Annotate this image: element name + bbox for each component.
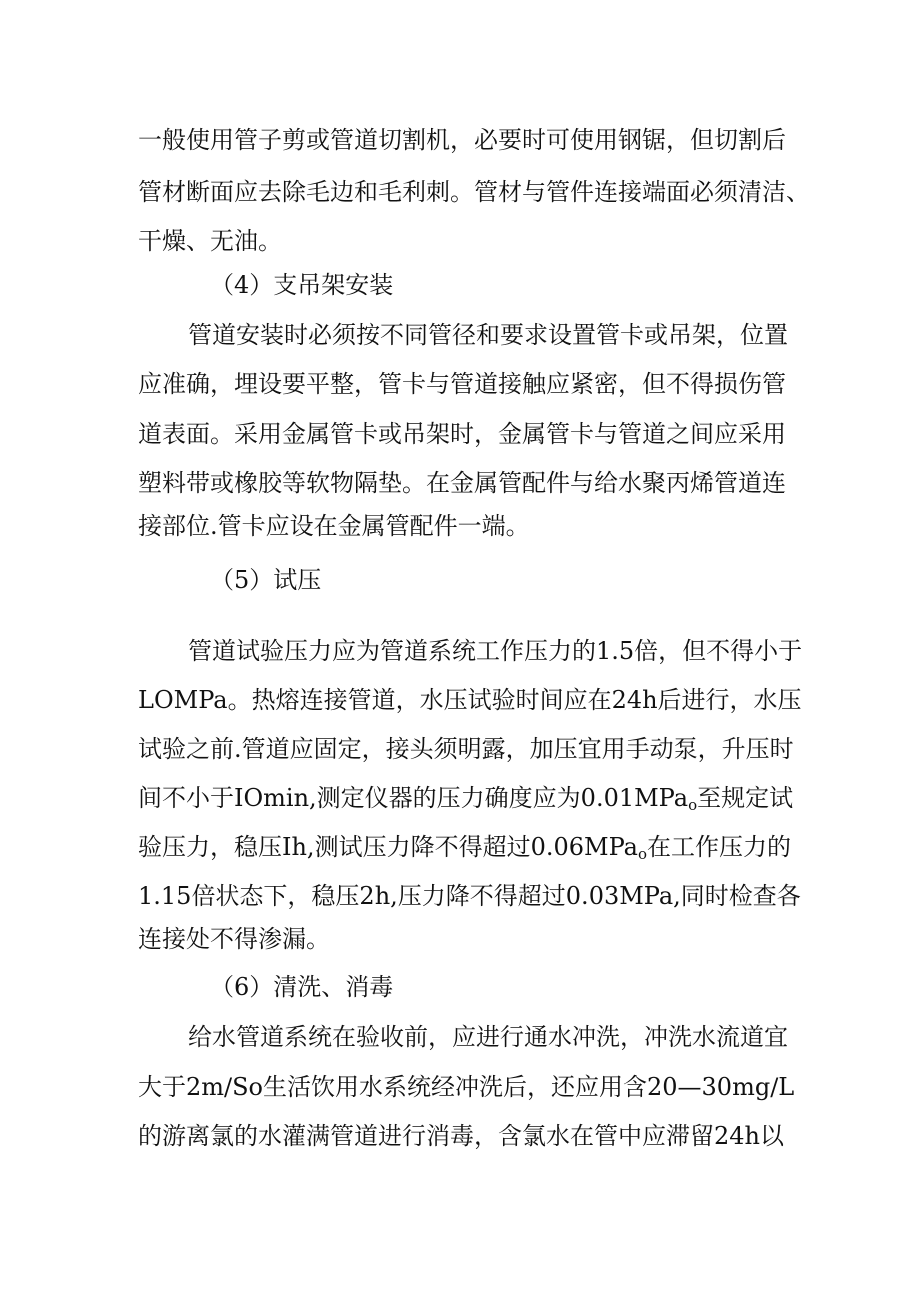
section-heading-4: （4）支吊架安装 <box>210 271 394 299</box>
section-heading-6: （6）清洗、消毒 <box>210 973 394 1001</box>
body-line <box>138 830 791 871</box>
section-heading-5: （5）试压 <box>210 566 322 594</box>
body-line: 塑料带或橡胶等软物隔垫。在金属管配件与给水聚丙烯管道连 <box>138 469 786 497</box>
body-line: 道表面。采用金属管卡或吊架时，金属管卡与管道之间应采用 <box>138 420 786 448</box>
body-line: 接部位.管卡应设在金属管配件一端。 <box>138 512 530 540</box>
body-line: 1.15倍状态下，稳压2h,压力降不得超过0.03MPa,同时检查各 <box>138 882 801 910</box>
line-text: 在工作压力的 <box>647 833 791 861</box>
body-line <box>138 781 793 822</box>
body-line: 给水管道系统在验收前，应进行通水冲洗，冲洗水流道宜 <box>188 1023 788 1051</box>
body-line: 连接处不得渗漏。 <box>138 925 330 953</box>
body-line: 管道试验压力应为管道系统工作压力的1.5倍，但不得小于 <box>188 637 803 665</box>
body-line: LOMPa。热熔连接管道，水压试验时间应在24h后进行，水压 <box>138 686 802 714</box>
body-line: 应准确，埋设要平整，管卡与管道接触应紧密，但不得损伤管 <box>138 370 786 398</box>
subscript-o: o <box>688 796 698 814</box>
body-line: 试验之前.管道应固定，接头须明露，加压宜用手动泵，升压时 <box>138 735 794 763</box>
body-line: 的游离氯的水灌满管道进行消毒，含氯水在管中应滞留24h以 <box>138 1122 784 1150</box>
body-line: 干燥、无油。 <box>138 227 282 255</box>
body-line: 管材断面应去除毛边和毛利刺。管材与管件连接端面必须清洁、 <box>138 178 810 206</box>
body-line: 大于2m∕So生活饮用水系统经冲洗后，还应用含20—30mg∕L <box>138 1073 795 1101</box>
line-text: 至规定试 <box>697 784 794 812</box>
line-text: 间不小于IOmin,测定仪器的压力确度应为0.01MPa <box>138 784 689 812</box>
subscript-o: o <box>637 845 647 863</box>
line-text: 验压力，稳压Ih,测试压力降不得超过0.06MPa <box>138 833 638 861</box>
body-line: 一般使用管子剪或管道切割机，必要时可使用钢锯，但切割后 <box>138 126 786 154</box>
body-line: 管道安装时必须按不同管径和要求设置管卡或吊架，位置 <box>188 321 788 349</box>
